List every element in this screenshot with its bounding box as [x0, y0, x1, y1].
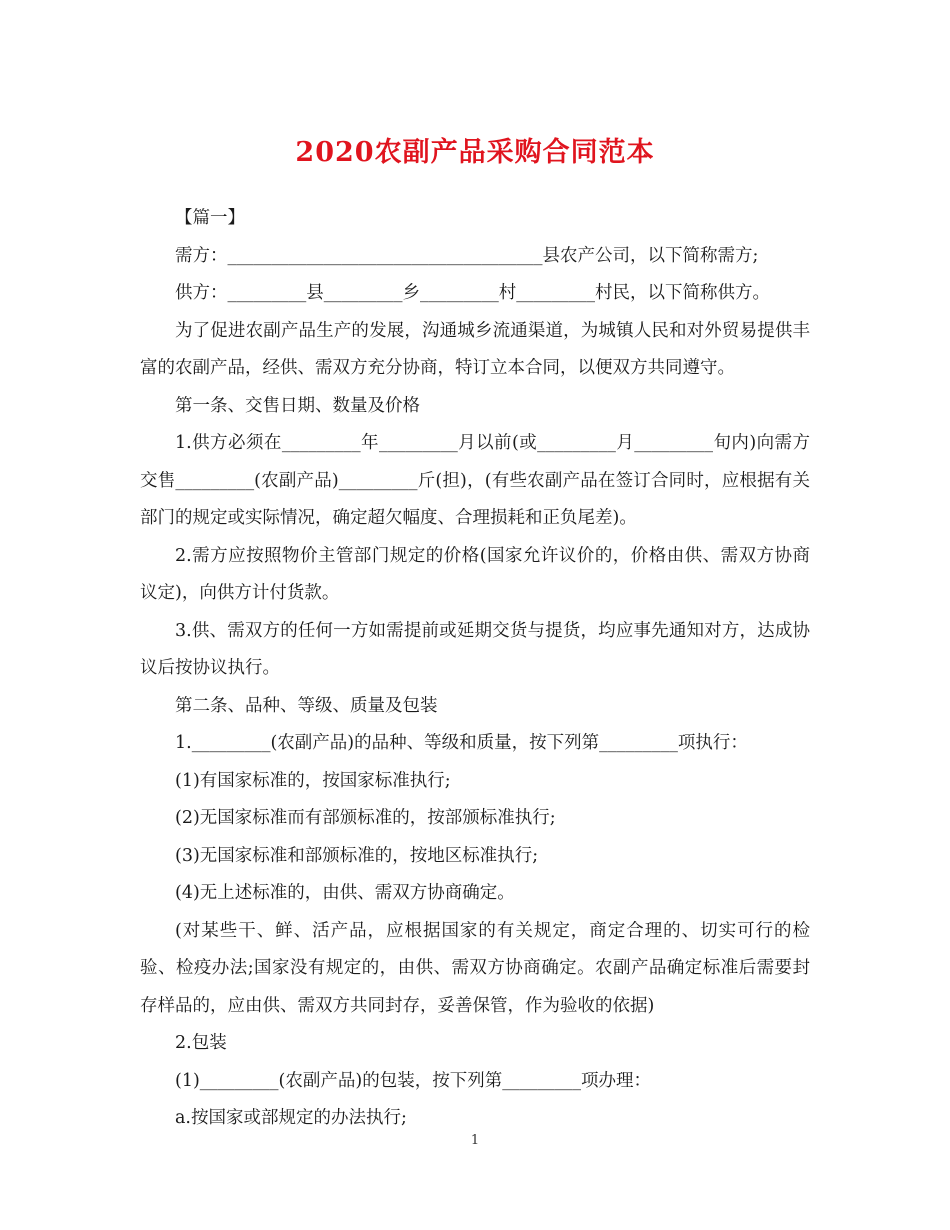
preamble-paragraph: 为了促进农副产品生产的发展，沟通城乡流通渠道，为城镇人民和对外贸易提供丰富的农副产品，经供、需双方充分协商，特订立本合同，以便双方共同遵守。 [140, 320, 810, 378]
article-two-heading: 第二条、品种、等级、质量及包装 [175, 695, 438, 716]
standard-option-4: (4)无上述标准的，由供、需双方协商确定。 [175, 883, 515, 903]
article-two-clause-1: 1._________(农副产品)的品种、等级和质量，按下列第_________项执行： [175, 733, 748, 753]
packaging-option-a: a.按国家或部规定的办法执行; [175, 1108, 407, 1128]
section-heading-part-one: 【篇一】 [175, 208, 245, 228]
article-one-clause-1: 1.供方必须在_________年_________月以前(或_________月_________旬内)向需方交售_________(农副产品)_________斤(担)，(有些农副产品在签订合同时，应根据有关部门的规定或实际情况，确定超欠幅度、合理损耗和正负尾差)。 [140, 433, 810, 528]
standard-note-paragraph: (对某些干、鲜、活产品，应根据国家的有关规定，商定合理的、切实可行的检验、检疫办法;国家没有规定的，由供、需双方协商确定。农副产品确定标准后需要封存样品的，应由供、需双方共同封存，妥善保管，作为验收的依据) [140, 920, 810, 1016]
article-one-clause-3: 3.供、需双方的任何一方如需提前或延期交货与提货，均应事先通知对方，达成协议后按协议执行。 [140, 620, 810, 678]
standard-option-2: (2)无国家标准而有部颁标准的，按部颁标准执行; [175, 808, 556, 828]
document-body [140, 200, 810, 1138]
article-one-heading: 第一条、交售日期、数量及价格 [175, 395, 420, 416]
article-one-clause-2: 2.需方应按照物价主管部门规定的价格(国家允许议价的，价格由供、需双方协商议定)，向供方计付货款。 [140, 545, 810, 603]
standard-option-1: (1)有国家标准的，按国家标准执行; [175, 770, 451, 791]
packaging-clause-1: (1)_________(农副产品)的包装，按下列第_________项办理： [175, 1070, 651, 1091]
packaging-heading: 2.包装 [175, 1033, 227, 1053]
buyer-line: 需方：____________________________________县农产公司，以下简称需方; [175, 245, 759, 266]
document-title: 2020农副产品采购合同范本 [295, 137, 655, 168]
standard-option-3: (3)无国家标准和部颁标准的，按地区标准执行; [175, 845, 539, 866]
supplier-line: 供方：_________县_________乡_________村_________村民，以下简称供方。 [175, 283, 770, 303]
page-number: 1 [470, 1133, 480, 1148]
